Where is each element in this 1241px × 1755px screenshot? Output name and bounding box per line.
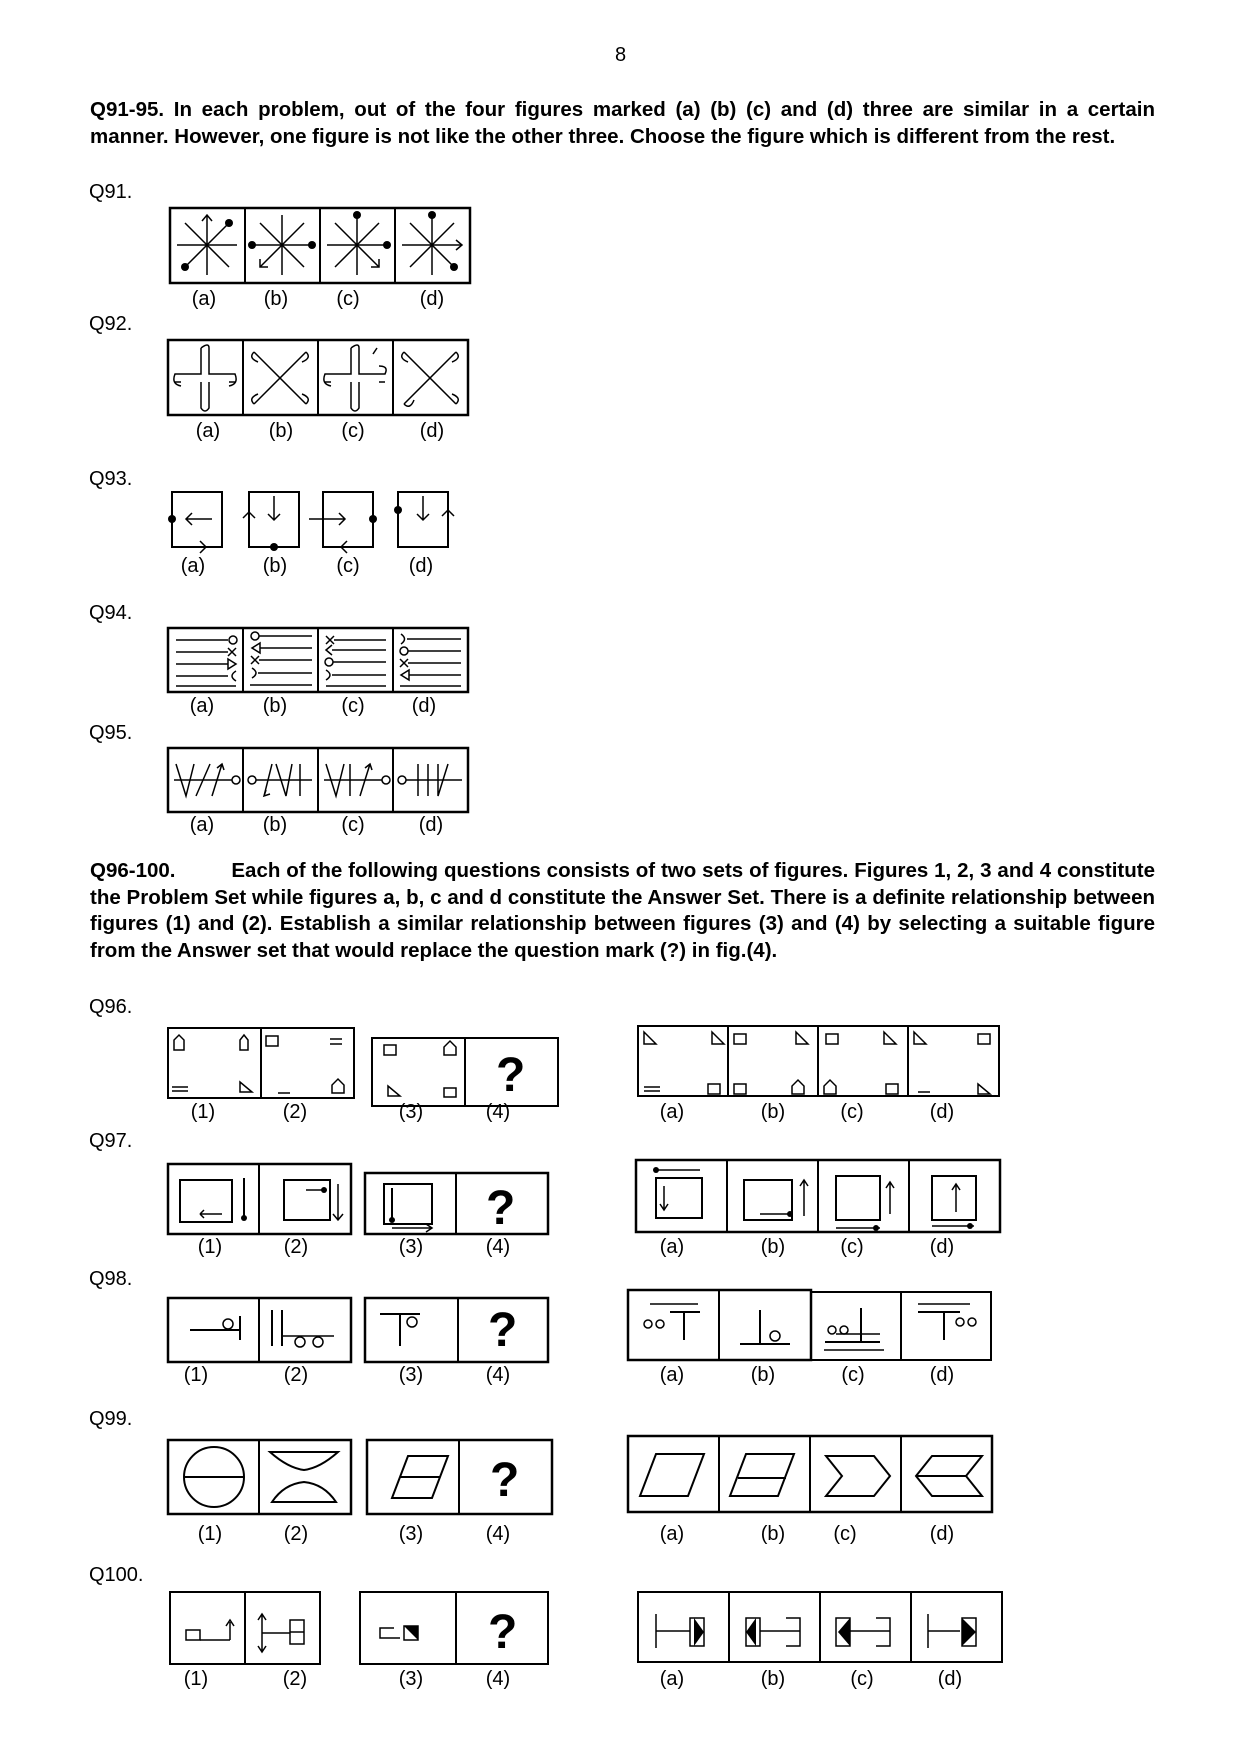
q99-label-d: (d)	[929, 1523, 955, 1545]
question-mark: ?	[488, 1304, 518, 1357]
question-label-q96: Q96.	[89, 996, 133, 1018]
q99-label-3: (3)	[398, 1523, 424, 1545]
q98-label-a: (a)	[659, 1364, 685, 1386]
q97-label-d: (d)	[929, 1236, 955, 1258]
section-heading: Q96-100.	[90, 859, 176, 882]
q97-label-a: (a)	[659, 1236, 685, 1258]
question-label-q91: Q91.	[89, 181, 133, 203]
page-number: 8	[614, 44, 627, 66]
question-label-q95: Q95.	[89, 722, 133, 744]
q96-label-1: (1)	[190, 1101, 216, 1123]
q100-answer-b	[746, 1618, 800, 1646]
q99-label-4: (4)	[485, 1523, 511, 1545]
q97-label-1: (1)	[197, 1236, 223, 1258]
q94-label-d: (d)	[411, 695, 437, 717]
q94-label-c: (c)	[341, 695, 365, 717]
section-heading: Q91-95.	[90, 98, 165, 121]
question-label-q92: Q92.	[89, 313, 133, 335]
q98-label-3: (3)	[398, 1364, 424, 1386]
q100-label-2: (2)	[282, 1668, 308, 1690]
question-mark: ?	[486, 1182, 516, 1235]
q97-label-c: (c)	[840, 1236, 864, 1258]
q100-label-1: (1)	[183, 1668, 209, 1690]
q91-label-d: (d)	[419, 288, 445, 310]
q95-label-b: (b)	[262, 814, 288, 836]
q99-label-c: (c)	[833, 1523, 857, 1545]
q95-label-d: (d)	[418, 814, 444, 836]
question-mark: ?	[490, 1454, 520, 1507]
q92-label-b: (b)	[268, 420, 294, 442]
question-label-q99: Q99.	[89, 1408, 133, 1430]
q98-label-4: (4)	[485, 1364, 511, 1386]
q91-label-b: (b)	[263, 288, 289, 310]
q96-label-b: (b)	[760, 1101, 786, 1123]
q92-label-a: (a)	[195, 420, 221, 442]
q93-label-d: (d)	[408, 555, 434, 577]
q93-label-c: (c)	[336, 555, 360, 577]
q100-label-3: (3)	[398, 1668, 424, 1690]
q96-label-c: (c)	[840, 1101, 864, 1123]
q96-label-d: (d)	[929, 1101, 955, 1123]
q98-label-2: (2)	[283, 1364, 309, 1386]
section-text: In each problem, out of the four figures marked (a) (b) (c) and (d) three are similar in a certain manner. However, one figure is not like the other three. Choose the figure which is different from the rest.	[90, 98, 1155, 148]
question-label-q100: Q100.	[89, 1564, 144, 1586]
q98-label-b: (b)	[750, 1364, 776, 1386]
question-mark: ?	[496, 1049, 526, 1102]
q98-label-1: (1)	[183, 1364, 209, 1386]
section-text: Each of the following questions consists of two sets of figures. Figures 1, 2, 3 and 4 constitute the Problem Set while figures a, b, c and d constitute the Answer Set. There is a definite relationship between figures (1) and (2). Establish a similar relationship between figures (3) and (4) by selecting a suitable figure from the Answer set that would replace the question mark (?) in fig.(4).	[90, 859, 1155, 962]
q97-label-b: (b)	[760, 1236, 786, 1258]
q95-label-c: (c)	[341, 814, 365, 836]
q91-label-a: (a)	[191, 288, 217, 310]
q97-label-4: (4)	[485, 1236, 511, 1258]
q100-answer-a	[656, 1614, 704, 1648]
q99-label-a: (a)	[659, 1523, 685, 1545]
question-mark: ?	[488, 1606, 518, 1659]
q100-label-b: (b)	[760, 1668, 786, 1690]
q91-label-c: (c)	[336, 288, 360, 310]
q100-label-d: (d)	[937, 1668, 963, 1690]
q96-label-2: (2)	[282, 1101, 308, 1123]
q100-label-a: (a)	[659, 1668, 685, 1690]
q92-label-c: (c)	[341, 420, 365, 442]
q97-label-2: (2)	[283, 1236, 309, 1258]
q100-label-4: (4)	[485, 1668, 511, 1690]
q98-label-d: (d)	[929, 1364, 955, 1386]
question-label-q98: Q98.	[89, 1268, 133, 1290]
q94-label-b: (b)	[262, 695, 288, 717]
q99-label-2: (2)	[283, 1523, 309, 1545]
q94-label-a: (a)	[189, 695, 215, 717]
q99-label-b: (b)	[760, 1523, 786, 1545]
question-label-q94: Q94.	[89, 602, 133, 624]
q100-answer-d	[928, 1614, 976, 1648]
q96-label-4: (4)	[485, 1101, 511, 1123]
q99-label-1: (1)	[197, 1523, 223, 1545]
q92-label-d: (d)	[419, 420, 445, 442]
q97-label-3: (3)	[398, 1236, 424, 1258]
q98-label-c: (c)	[841, 1364, 865, 1386]
q93-label-a: (a)	[180, 555, 206, 577]
q100-answer-c	[836, 1618, 890, 1646]
q96-label-3: (3)	[398, 1101, 424, 1123]
q93-label-b: (b)	[262, 555, 288, 577]
question-label-q97: Q97.	[89, 1130, 133, 1152]
q100-label-c: (c)	[850, 1668, 874, 1690]
q95-label-a: (a)	[189, 814, 215, 836]
question-label-q93: Q93.	[89, 468, 133, 490]
q96-label-a: (a)	[659, 1101, 685, 1123]
